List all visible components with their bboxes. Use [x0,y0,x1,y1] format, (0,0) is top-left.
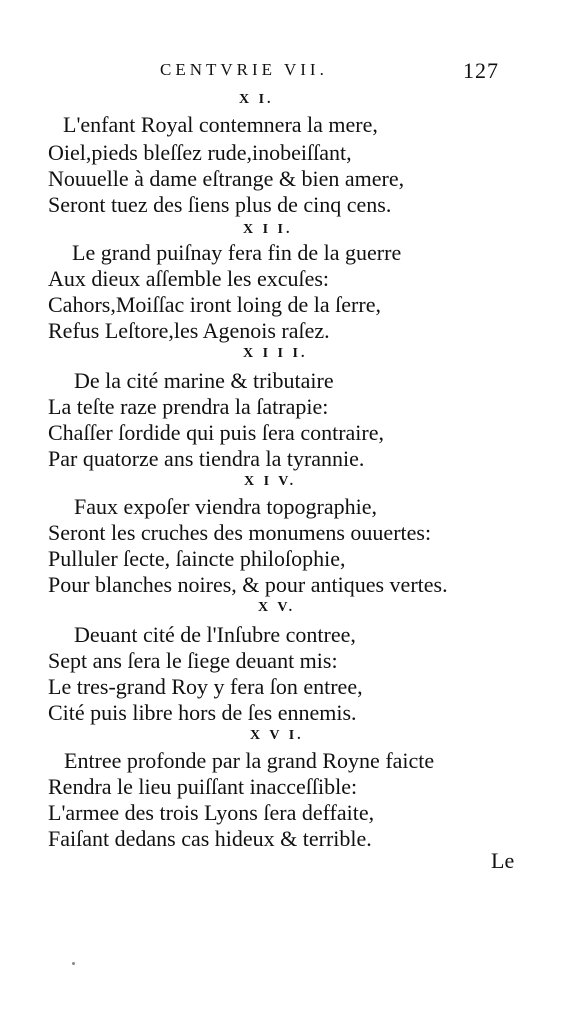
verse-line: Faiſant dedans cas hideux & terrible. [48,826,372,851]
quatrain-numeral: X I. [239,92,274,107]
running-head: CENTVRIE VII. [160,60,328,79]
verse-line: Seront tuez des ſiens plus de cinq cens. [48,192,392,217]
ink-speck [72,962,75,965]
verse-line: Pour blanches noires, & pour antiques vertes. [48,572,448,597]
verse-line: Entree profonde par la grand Royne faicte [64,748,435,773]
quatrain-numeral: X I V. [244,474,297,489]
verse-line: Rendra le lieu puiſſant inacceſſible: [48,774,358,799]
quatrain-numeral: X V I. [250,728,304,743]
verse-line: De la cité marine & tributaire [74,368,334,393]
catchword: Le [491,848,515,873]
verse-line: La teſte raze prendra la ſatrapie: [48,394,329,419]
verse-line: L'enfant Royal contemnera la mere, [63,112,378,137]
verse-line: Le grand puiſnay fera fin de la guerre [72,240,402,265]
page-number: 127 [463,58,499,83]
verse-line: Le tres-grand Roy y fera ſon entree, [48,674,363,699]
verse-line: L'armee des trois Lyons ſera deffaite, [48,800,375,825]
verse-line: Pulluler ſecte, ſaincte philoſophie, [48,546,346,571]
verse-line: Nouuelle à dame eſtrange & bien amere, [48,166,405,191]
verse-line: Refus Leſtore,les Agenois raſez. [48,318,330,343]
verse-line: Cahors,Moiſſac iront loing de la ſerre, [48,292,381,317]
verse-line: Cité puis libre hors de ſes ennemis. [48,700,357,725]
quatrain-numeral: X I I. [243,222,293,237]
quatrain-numeral: X V. [258,600,296,615]
verse-line: Aux dieux aſſemble les excuſes: [48,266,330,291]
verse-line: Faux expoſer viendra topographie, [74,494,378,519]
verse-line: Deuant cité de l'Inſubre contree, [74,622,356,647]
verse-line: Sept ans ſera le ſiege deuant mis: [48,648,338,673]
verse-line: Par quatorze ans tiendra la tyrannie. [48,446,365,471]
verse-line: Seront les cruches des monumens ouuertes: [48,520,432,545]
quatrain-numeral: X I I I. [243,346,308,361]
verse-line: Oiel,pieds bleſſez rude,inobeiſſant, [48,140,352,165]
verse-line: Chaſſer ſordide qui puis ſera contraire, [48,420,384,445]
